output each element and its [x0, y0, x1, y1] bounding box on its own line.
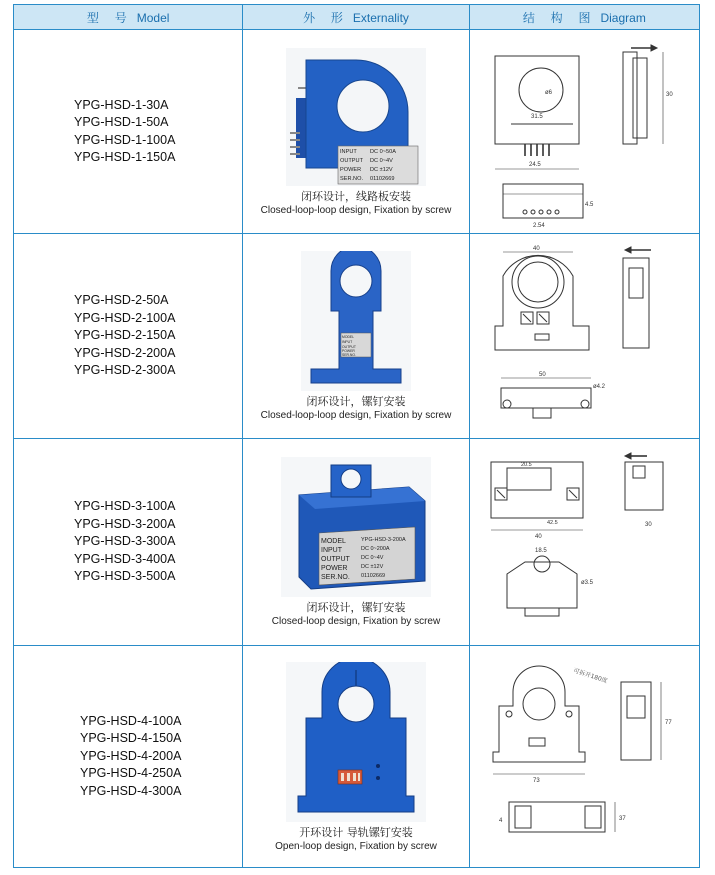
caption-en: Closed-loop-loop design, Fixation by screw [260, 204, 452, 216]
model-list [14, 646, 243, 868]
model-name: YPG-HSD-1-50A [74, 115, 169, 129]
product-photo-hsd-1 [286, 48, 426, 186]
label-value: YPG-HSD-3-200A [360, 537, 406, 543]
label-key: MODEL [341, 335, 355, 339]
label-value: 01102669 [360, 573, 386, 579]
dimension-label: 77 [665, 719, 673, 726]
diagram-hsd-4 [473, 652, 695, 862]
header-diagram-en: Diagram [600, 10, 646, 25]
label-value: DC 0~200A [360, 546, 390, 552]
dimension-label: 42.5 [547, 520, 559, 526]
header-externality-cn: 外 形 [303, 10, 349, 25]
model-list [14, 439, 243, 646]
label-key: INPUT [320, 547, 342, 554]
table-row [14, 439, 700, 646]
caption-cn: 闭环设计，线路板安装 [300, 189, 411, 203]
dimension-label: 37 [619, 815, 627, 822]
externality-cell [243, 646, 469, 868]
label-key: SER.NO. [339, 175, 363, 182]
label-key: SER.NO. [320, 574, 350, 581]
dimension-label: ø3.5 [581, 580, 594, 586]
label-value: DC 0~50A [369, 148, 396, 155]
diagram-cell [469, 234, 699, 439]
header-model [14, 5, 243, 30]
header-externality [243, 5, 469, 30]
header-model-cn: 型 号 [86, 10, 133, 25]
table-row [14, 234, 700, 439]
label-key: INPUT [341, 340, 353, 344]
label-value: 01102669 [369, 175, 395, 182]
dimension-label: 40 [533, 246, 541, 252]
label-key: OUTPUT [339, 157, 363, 164]
externality-cell [243, 439, 469, 646]
dimension-label: ø4.2 [593, 384, 606, 390]
product-photo-hsd-2 [301, 251, 411, 391]
table-row [14, 646, 700, 868]
caption-en: Closed-loop-loop design, Fixation by screw [260, 410, 452, 421]
header-diagram [469, 5, 699, 30]
caption-en: Closed-loop design, Fixation by screw [271, 616, 441, 627]
model-name: YPG-HSD-2-300A [74, 363, 176, 378]
model-name: YPG-HSD-2-150A [74, 328, 176, 343]
externality-cell [243, 234, 469, 439]
model-name: YPG-HSD-3-200A [74, 516, 176, 531]
model-name: YPG-HSD-2-100A [74, 310, 176, 325]
diagram-hsd-1 [473, 34, 695, 230]
label-key: MODEL [320, 538, 346, 545]
dimension-label: 50 [539, 372, 547, 378]
model-name: YPG-HSD-2-50A [74, 293, 169, 308]
header-externality-en: Externality [352, 10, 409, 25]
dimension-label: 24.5 [529, 161, 542, 168]
diagram-cell [469, 646, 699, 868]
dimension-label: 31.5 [531, 113, 544, 120]
dimension-label: 4 [499, 817, 503, 824]
model-name: YPG-HSD-4-300A [80, 783, 182, 798]
label-key: OUTPUT [320, 556, 350, 563]
label-key: POWER [341, 349, 355, 353]
dimension-label: 73 [533, 777, 541, 784]
dimension-label: 18.5 [535, 548, 548, 554]
model-name: YPG-HSD-1-100A [74, 132, 176, 147]
caption-cn: 闭环设计，镙钉安装 [306, 601, 406, 614]
model-name: YPG-HSD-4-250A [80, 766, 182, 781]
label-key: POWER [320, 565, 348, 572]
caption-en: Open-loop design, Fixation by screw [275, 840, 437, 852]
dimension-label: 30 [645, 522, 653, 528]
model-name: YPG-HSD-2-200A [74, 345, 176, 360]
label-value: DC 0~4V [360, 555, 384, 561]
diagram-hsd-2 [473, 238, 695, 434]
caption-cn: 开环设计 导轨镙钉安装 [299, 825, 413, 839]
model-name: YPG-HSD-3-300A [74, 534, 176, 549]
side-pin-block [296, 98, 306, 158]
caption-cn: 闭环设计，镙钉安装 [306, 395, 406, 408]
label-value: DC ±12V [360, 564, 384, 570]
table-header-row [14, 5, 700, 30]
header-diagram-cn: 结 构 图 [522, 10, 597, 25]
product-table [13, 4, 700, 868]
table-row [14, 30, 700, 234]
label-key: OUTPUT [341, 345, 356, 349]
dimension-note: 可拆开180度 [572, 666, 609, 685]
label-value: DC 0~4V [369, 157, 393, 164]
dimension-label: 40 [535, 534, 543, 540]
aperture [338, 686, 374, 722]
model-list [14, 30, 243, 234]
model-name: YPG-HSD-4-150A [80, 731, 182, 746]
dimension-label: 30 [666, 91, 674, 98]
model-list [14, 234, 243, 439]
diagram-hsd-3 [473, 444, 695, 640]
dimension-label: 20.5 [521, 462, 533, 468]
label-key: INPUT [339, 148, 357, 155]
dimension-label: 2.54 [533, 222, 546, 229]
product-photo-hsd-4 [286, 662, 426, 822]
externality-cell [243, 30, 469, 234]
model-name: YPG-HSD-1-150A [74, 150, 176, 164]
label-value: DC ±12V [369, 166, 393, 173]
dimension-label: 4.5 [585, 201, 594, 208]
aperture [337, 80, 389, 132]
model-name: YPG-HSD-4-100A [80, 713, 182, 728]
dimension-label: ø6 [545, 89, 553, 96]
model-name: YPG-HSD-3-400A [74, 551, 176, 566]
diagram-cell [469, 30, 699, 234]
label-key: SER.NO. [341, 353, 356, 357]
label-key: POWER [339, 166, 362, 173]
model-name: YPG-HSD-3-500A [74, 569, 176, 584]
model-name: YPG-HSD-4-200A [80, 748, 182, 763]
product-photo-hsd-3 [281, 457, 431, 597]
model-name: YPG-HSD-1-30A [74, 97, 169, 112]
diagram-cell [469, 439, 699, 646]
model-name: YPG-HSD-3-100A [74, 499, 176, 514]
product-table-container [13, 4, 700, 868]
header-model-en: Model [136, 10, 170, 25]
